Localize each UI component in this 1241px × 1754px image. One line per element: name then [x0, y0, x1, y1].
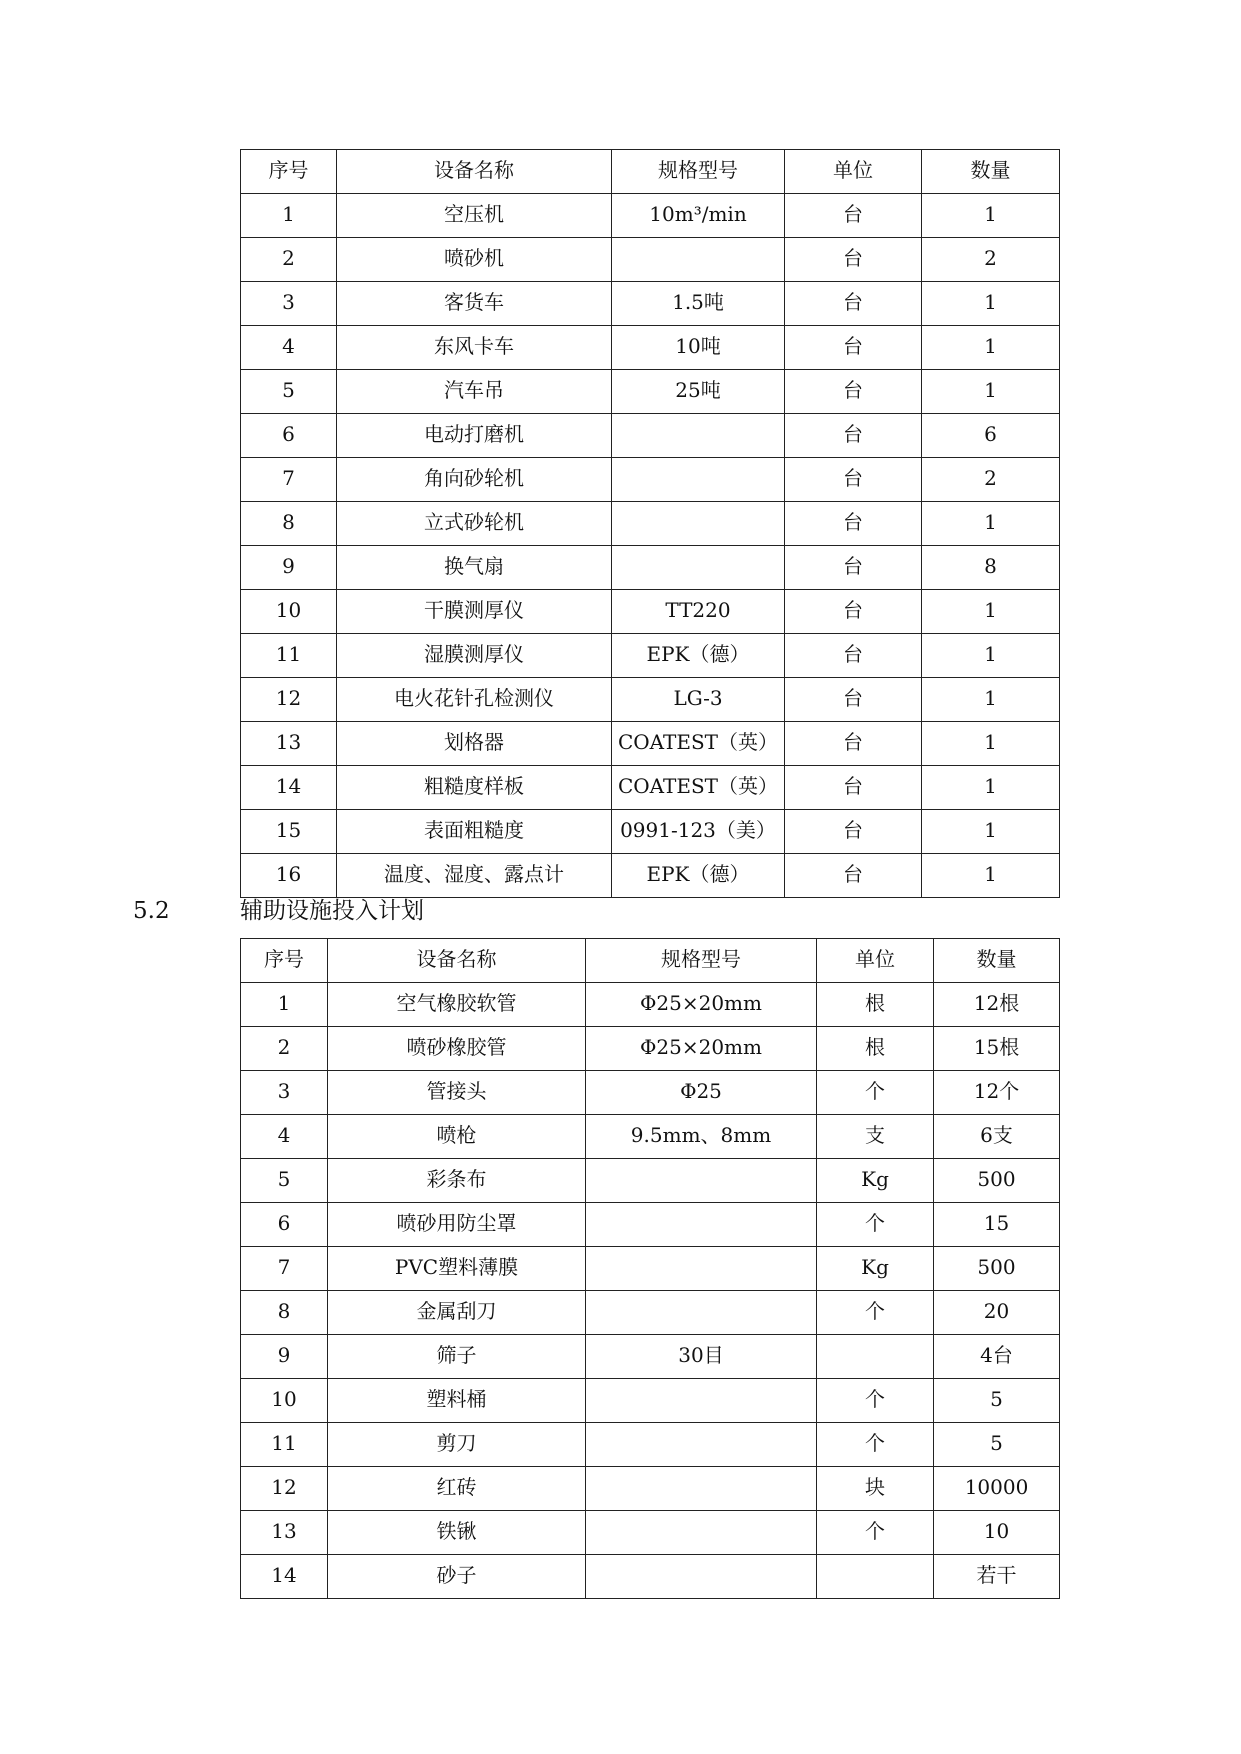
table-row [241, 1159, 1060, 1203]
table-cell [586, 1291, 817, 1335]
table-cell: 管接头 [328, 1071, 586, 1115]
table-cell: 1 [241, 194, 337, 238]
table-cell: 5 [934, 1423, 1060, 1467]
table-cell: 台 [785, 326, 922, 370]
table-cell: EPK（德） [612, 634, 785, 678]
table-cell: 空气橡胶软管 [328, 983, 586, 1027]
table-cell: 金属刮刀 [328, 1291, 586, 1335]
table-cell: 14 [241, 1555, 328, 1599]
table-row [241, 370, 1060, 414]
table-cell: PVC塑料薄膜 [328, 1247, 586, 1291]
table-cell: 若干 [934, 1555, 1060, 1599]
table-cell [612, 414, 785, 458]
table-cell: 10吨 [612, 326, 785, 370]
table-cell [586, 1247, 817, 1291]
table-row [241, 766, 1060, 810]
table-row [241, 194, 1060, 238]
table-cell: 5 [241, 1159, 328, 1203]
table-cell: 干膜测厚仪 [337, 590, 612, 634]
table-cell: 1 [922, 370, 1060, 414]
table-cell: 1 [922, 766, 1060, 810]
table-cell: 10m³/min [612, 194, 785, 238]
table-row [241, 1291, 1060, 1335]
table-cell: 10 [241, 590, 337, 634]
table-cell: 1 [922, 722, 1060, 766]
table-cell: 8 [241, 1291, 328, 1335]
table-cell: 1 [241, 983, 328, 1027]
header-cell: 单位 [817, 939, 934, 983]
table-cell: 9.5mm、8mm [586, 1115, 817, 1159]
table-cell: 客货车 [337, 282, 612, 326]
table-row [241, 238, 1060, 282]
table-cell: 6 [241, 414, 337, 458]
table-cell: 个 [817, 1291, 934, 1335]
table-row [241, 810, 1060, 854]
table-cell: 2 [241, 1027, 328, 1071]
table-cell: 10 [241, 1379, 328, 1423]
table-cell: 3 [241, 1071, 328, 1115]
table-cell: 25吨 [612, 370, 785, 414]
table-cell: 1.5吨 [612, 282, 785, 326]
table-cell: 6 [241, 1203, 328, 1247]
table-cell: 2 [922, 238, 1060, 282]
header-cell: 数量 [934, 939, 1060, 983]
table-row [241, 1247, 1060, 1291]
table-row [241, 590, 1060, 634]
table-cell: 12 [241, 678, 337, 722]
header-cell: 规格型号 [612, 150, 785, 194]
table-cell: 台 [785, 634, 922, 678]
table-cell: 4 [241, 326, 337, 370]
table-row [241, 722, 1060, 766]
table-cell: LG-3 [612, 678, 785, 722]
table-row [241, 502, 1060, 546]
table-cell: 铁锹 [328, 1511, 586, 1555]
table-cell: 1 [922, 502, 1060, 546]
table-cell [586, 1379, 817, 1423]
table-cell: 7 [241, 1247, 328, 1291]
table-cell: 12个 [934, 1071, 1060, 1115]
table-header-row [241, 150, 1060, 194]
table-cell: 3 [241, 282, 337, 326]
table-cell: 个 [817, 1379, 934, 1423]
table-cell: 15 [934, 1203, 1060, 1247]
table-cell: 500 [934, 1247, 1060, 1291]
table-row [241, 983, 1060, 1027]
table-cell: 角向砂轮机 [337, 458, 612, 502]
table-cell: 台 [785, 854, 922, 898]
table-cell: 喷砂用防尘罩 [328, 1203, 586, 1247]
table-cell: 16 [241, 854, 337, 898]
table-cell: 个 [817, 1511, 934, 1555]
table-cell: 0991-123（美） [612, 810, 785, 854]
table-cell: 台 [785, 766, 922, 810]
table-cell: 1 [922, 326, 1060, 370]
table-cell: 2 [922, 458, 1060, 502]
table-cell: 10000 [934, 1467, 1060, 1511]
table-row [241, 1027, 1060, 1071]
table-cell: 9 [241, 546, 337, 590]
table-cell: 1 [922, 854, 1060, 898]
table-cell: 台 [785, 282, 922, 326]
table-cell [817, 1555, 934, 1599]
table-cell: 台 [785, 810, 922, 854]
table-cell: 2 [241, 238, 337, 282]
header-cell: 单位 [785, 150, 922, 194]
table-cell: 支 [817, 1115, 934, 1159]
table-row [241, 1423, 1060, 1467]
table-cell [586, 1159, 817, 1203]
table-cell: 塑料桶 [328, 1379, 586, 1423]
table-cell: 20 [934, 1291, 1060, 1335]
table-cell: 表面粗糙度 [337, 810, 612, 854]
table-cell: 5 [934, 1379, 1060, 1423]
table-row [241, 546, 1060, 590]
table-cell: TT220 [612, 590, 785, 634]
table-cell [817, 1335, 934, 1379]
table-cell: 块 [817, 1467, 934, 1511]
table-cell: 14 [241, 766, 337, 810]
table-cell: 13 [241, 1511, 328, 1555]
table-row [241, 1203, 1060, 1247]
table-cell: Φ25×20mm [586, 983, 817, 1027]
table-cell: 台 [785, 678, 922, 722]
table-cell [586, 1203, 817, 1247]
table-row [241, 1555, 1060, 1599]
table-row [241, 282, 1060, 326]
table-cell: 台 [785, 414, 922, 458]
table-cell: 6 [922, 414, 1060, 458]
table-row [241, 634, 1060, 678]
table-row [241, 1071, 1060, 1115]
table-cell: COATEST（英） [612, 766, 785, 810]
table-cell: 11 [241, 1423, 328, 1467]
table-cell: 彩条布 [328, 1159, 586, 1203]
table-cell: 剪刀 [328, 1423, 586, 1467]
table-cell [586, 1467, 817, 1511]
table-row [241, 854, 1060, 898]
header-cell: 设备名称 [337, 150, 612, 194]
table-cell [612, 458, 785, 502]
table-cell: 个 [817, 1071, 934, 1115]
table-cell: 9 [241, 1335, 328, 1379]
table-cell: 换气扇 [337, 546, 612, 590]
table-cell: 15根 [934, 1027, 1060, 1071]
header-cell: 数量 [922, 150, 1060, 194]
table-cell: 喷砂橡胶管 [328, 1027, 586, 1071]
table-cell: 1 [922, 810, 1060, 854]
table-cell: 喷砂机 [337, 238, 612, 282]
table-cell: 根 [817, 983, 934, 1027]
table-cell: 个 [817, 1423, 934, 1467]
table-cell [586, 1423, 817, 1467]
table-cell: 台 [785, 370, 922, 414]
table-cell: 东风卡车 [337, 326, 612, 370]
table-cell: 湿膜测厚仪 [337, 634, 612, 678]
table-cell: 砂子 [328, 1555, 586, 1599]
table-cell: COATEST（英） [612, 722, 785, 766]
table-cell: 台 [785, 546, 922, 590]
table-cell: 台 [785, 502, 922, 546]
table-cell: 立式砂轮机 [337, 502, 612, 546]
table-cell: 汽车吊 [337, 370, 612, 414]
table-cell [586, 1511, 817, 1555]
table-cell: 红砖 [328, 1467, 586, 1511]
header-cell: 规格型号 [586, 939, 817, 983]
table-cell: Φ25×20mm [586, 1027, 817, 1071]
table-row [241, 1511, 1060, 1555]
table-cell: 30目 [586, 1335, 817, 1379]
table-cell: 台 [785, 238, 922, 282]
table-cell: 温度、湿度、露点计 [337, 854, 612, 898]
table-cell: 10 [934, 1511, 1060, 1555]
table-cell: 8 [241, 502, 337, 546]
table-row [241, 1115, 1060, 1159]
equipment-table [240, 149, 1060, 898]
table-cell [612, 546, 785, 590]
header-cell: 设备名称 [328, 939, 586, 983]
table-cell: 1 [922, 194, 1060, 238]
table-cell: 台 [785, 194, 922, 238]
table-row [241, 326, 1060, 370]
table-cell: 11 [241, 634, 337, 678]
table-cell: 6支 [934, 1115, 1060, 1159]
table-cell: 500 [934, 1159, 1060, 1203]
table-cell: 台 [785, 458, 922, 502]
auxiliary-facilities-table [240, 938, 1060, 1599]
section-number: 5.2 [133, 898, 170, 924]
table-cell: 7 [241, 458, 337, 502]
table-cell: 13 [241, 722, 337, 766]
header-cell: 序号 [241, 939, 328, 983]
table-cell: 5 [241, 370, 337, 414]
table-row [241, 458, 1060, 502]
table-row [241, 1467, 1060, 1511]
table-cell: 12根 [934, 983, 1060, 1027]
table-row [241, 678, 1060, 722]
table-cell: 15 [241, 810, 337, 854]
table-cell: 根 [817, 1027, 934, 1071]
table-cell: Kg [817, 1159, 934, 1203]
table-cell: 1 [922, 282, 1060, 326]
table-row [241, 414, 1060, 458]
table-cell: 个 [817, 1203, 934, 1247]
table-cell: 4 [241, 1115, 328, 1159]
table-cell: 筛子 [328, 1335, 586, 1379]
table-cell [612, 502, 785, 546]
table-cell: 1 [922, 590, 1060, 634]
table-cell: 空压机 [337, 194, 612, 238]
table-cell: 粗糙度样板 [337, 766, 612, 810]
table-header-row [241, 939, 1060, 983]
table-cell: 划格器 [337, 722, 612, 766]
table-cell: 12 [241, 1467, 328, 1511]
table-row [241, 1379, 1060, 1423]
header-cell: 序号 [241, 150, 337, 194]
table-cell: Φ25 [586, 1071, 817, 1115]
table-cell: 台 [785, 722, 922, 766]
table-cell: Kg [817, 1247, 934, 1291]
table-cell [586, 1555, 817, 1599]
table-cell: 电动打磨机 [337, 414, 612, 458]
table-cell: 8 [922, 546, 1060, 590]
table-row [241, 1335, 1060, 1379]
table-cell: 4台 [934, 1335, 1060, 1379]
table-cell: 电火花针孔检测仪 [337, 678, 612, 722]
table-cell: EPK（德） [612, 854, 785, 898]
table-cell: 1 [922, 678, 1060, 722]
table-cell: 喷枪 [328, 1115, 586, 1159]
table-cell: 1 [922, 634, 1060, 678]
table-cell [612, 238, 785, 282]
table-cell: 台 [785, 590, 922, 634]
section-title: 辅助设施投入计划 [240, 898, 424, 924]
